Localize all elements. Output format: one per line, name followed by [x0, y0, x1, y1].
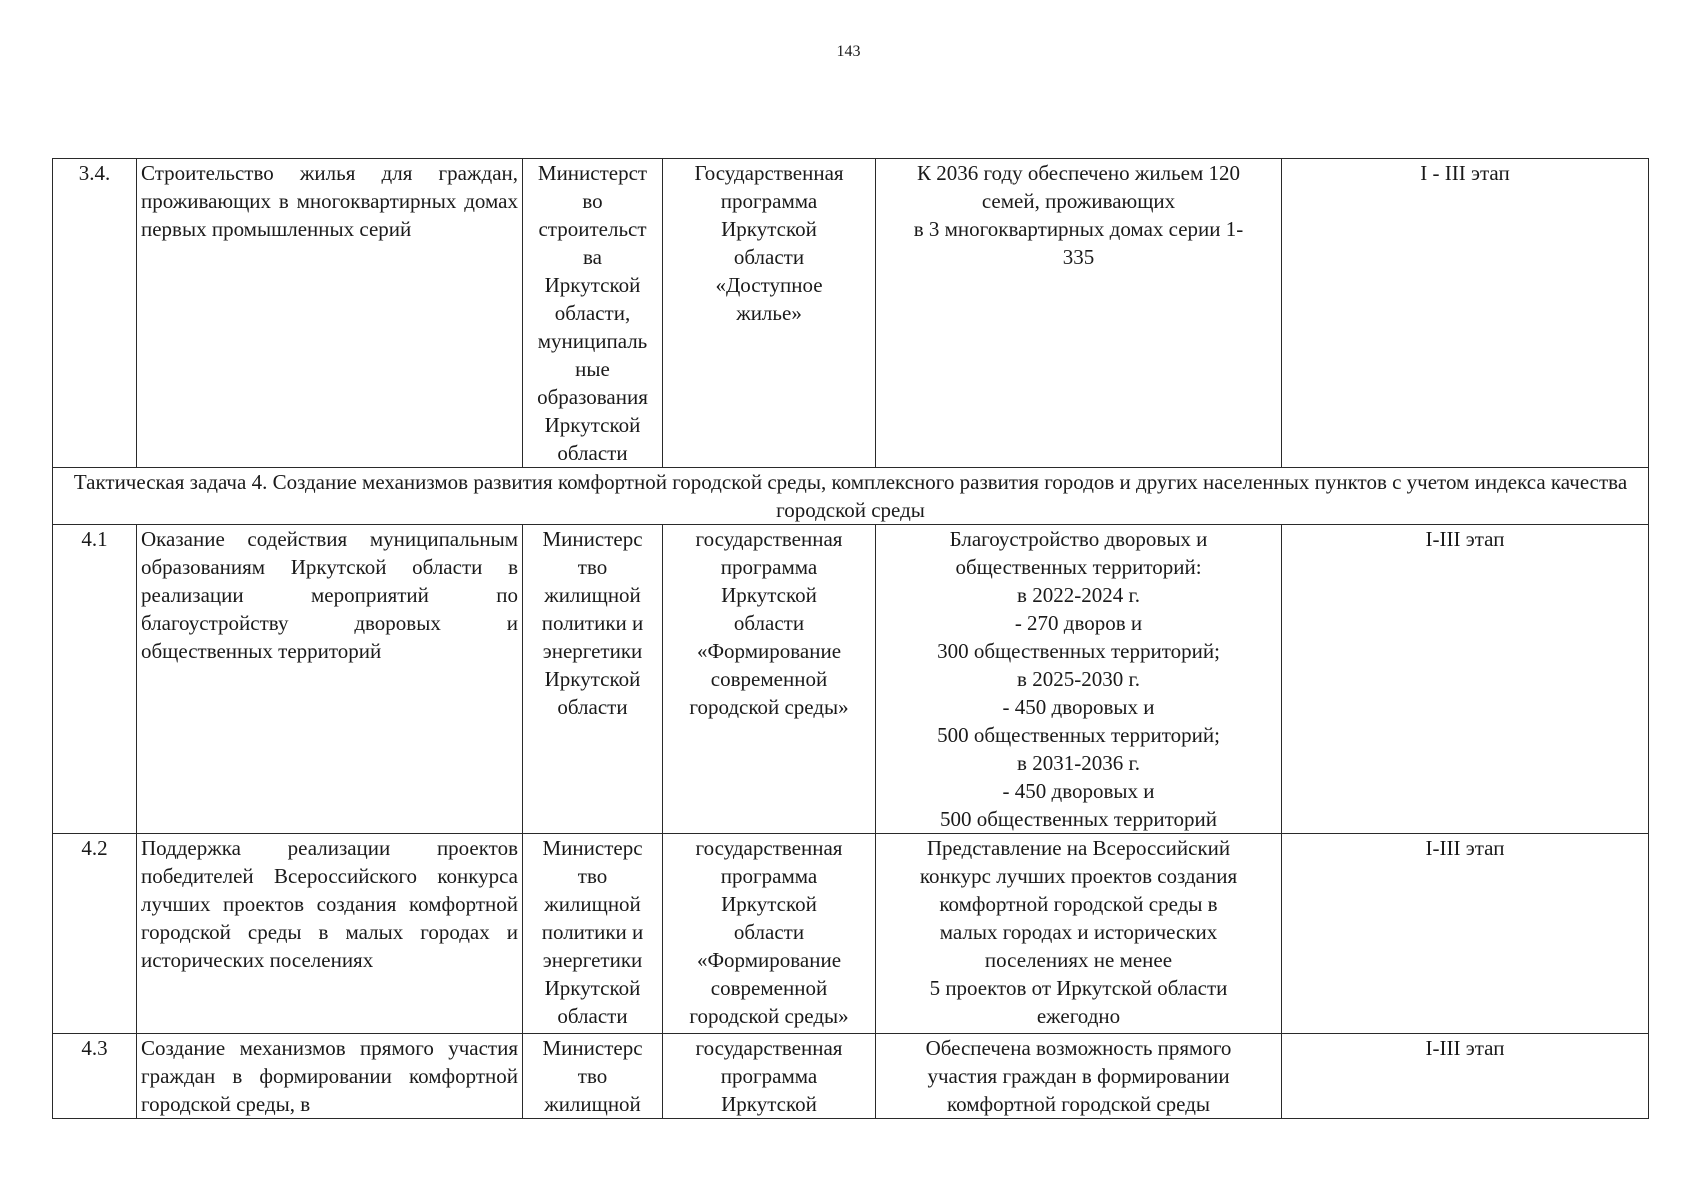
executor: Министерст во строительст ва Иркутской области, муниципаль ные образования Иркутской области [523, 159, 663, 468]
page-number: 143 [836, 43, 861, 60]
program: государственная программа Иркутской [663, 1034, 876, 1119]
measure-name: Создание механизмов прямого участия граждан в формировании комфортной городской среды, в [137, 1034, 523, 1119]
measure-name: Строительство жилья для граждан, проживающих в многоквартирных домах первых промышленных серий [137, 159, 523, 468]
table-row [53, 159, 1649, 468]
expected-result: Обеспечена возможность прямого участия граждан в формировании комфортной городской среды [876, 1034, 1282, 1119]
measures-table [52, 158, 1649, 1119]
executor: Министерс тво жилищной политики и энергетики Иркутской области [523, 525, 663, 834]
measure-name: Оказание содействия муниципальным образованиям Иркутской области в реализации мероприятий по благоустройству дворовых и общественных территорий [137, 525, 523, 834]
stage: I-III этап [1282, 834, 1649, 1034]
table-row [53, 834, 1649, 1034]
row-number: 4.1 [53, 525, 137, 834]
table-row [53, 1034, 1649, 1119]
row-number: 4.2 [53, 834, 137, 1034]
expected-result: К 2036 году обеспечено жильем 120 семей, проживающих в 3 многоквартирных домах серии 1- 335 [876, 159, 1282, 468]
program: государственная программа Иркутской области «Формирование современной городской среды» [663, 525, 876, 834]
stage: I-III этап [1282, 1034, 1649, 1119]
program: государственная программа Иркутской области «Формирование современной городской среды» [663, 834, 876, 1034]
expected-result: Представление на Всероссийский конкурс лучших проектов создания комфортной городской среды в малых городах и исторических поселениях не менее 5 проектов от Иркутской области ежегодно [876, 834, 1282, 1034]
row-number: 4.3 [53, 1034, 137, 1119]
task-header-row [53, 468, 1649, 525]
tactical-task-title: Тактическая задача 4. Создание механизмов развития комфортной городской среды, комплексного развития городов и других населенных пунктов с учетом индекса качества городской среды [53, 468, 1649, 525]
table-row [53, 525, 1649, 834]
row-number: 3.4. [53, 159, 137, 468]
stage: I-III этап [1282, 525, 1649, 834]
executor: Министерс тво жилищной [523, 1034, 663, 1119]
stage: I - III этап [1282, 159, 1649, 468]
program: Государственная программа Иркутской области «Доступное жилье» [663, 159, 876, 468]
expected-result: Благоустройство дворовых и общественных территорий: в 2022-2024 г. - 270 дворов и 300 общественных территорий; в 2025-2030 г. - 450 дворовых и 500 общественных территорий; в 2031-2036 г. - 450 дворовых и 500 общественных территорий [876, 525, 1282, 834]
executor: Министерс тво жилищной политики и энергетики Иркутской области [523, 834, 663, 1034]
measure-name: Поддержка реализации проектов победителей Всероссийского конкурса лучших проектов создания комфортной городской среды в малых городах и исторических поселениях [137, 834, 523, 1034]
